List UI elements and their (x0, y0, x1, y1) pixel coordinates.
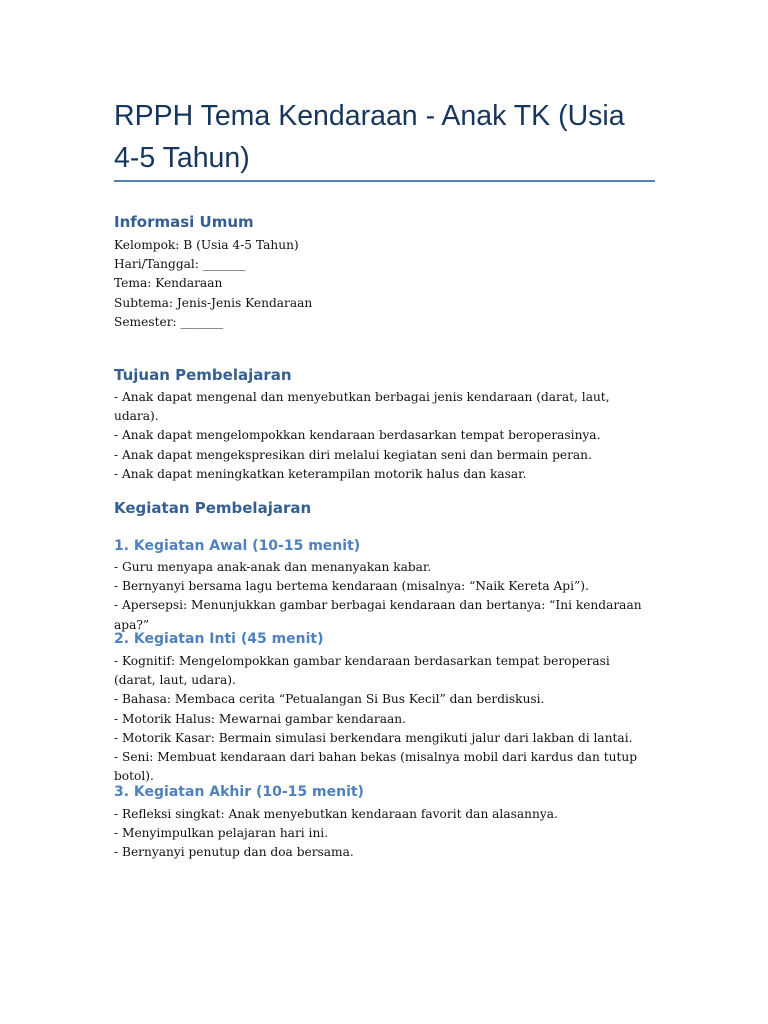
kegiatan-awal-list (114, 558, 655, 635)
section-heading: Tujuan Pembelajaran (114, 366, 292, 384)
title-divider (114, 180, 655, 182)
document-title: RPPH Tema Kendaraan - Anak TK (Usia 4-5 Tahun) (114, 100, 625, 174)
kegiatan-line: - Seni: Membuat kendaraan dari bahan bekas (misalnya mobil dari kardus dan tutup botol). (114, 750, 638, 784)
section-kegiatan-pembelajaran (114, 498, 655, 518)
kegiatan-line: - Bernyanyi penutup dan doa bersama. (114, 845, 354, 860)
tujuan-line: - Anak dapat mengelompokkan kendaraan berdasarkan tempat beroperasinya. (114, 428, 601, 443)
tujuan-line: - Anak dapat mengekspresikan diri melalui kegiatan seni dan bermain peran. (114, 447, 592, 462)
kegiatan-line: - Kognitif: Mengelompokkan gambar kendaraan berdasarkan tempat beroperasi (darat, laut, udara). (114, 654, 610, 688)
kegiatan-line: - Menyimpulkan pelajaran hari ini. (114, 826, 329, 841)
kegiatan-akhir-list (114, 805, 655, 863)
section-informasi-umum (114, 212, 655, 332)
subsection-heading: 2. Kegiatan Inti (45 menit) (114, 631, 324, 647)
section-tujuan-pembelajaran (114, 365, 655, 484)
info-line: Hari/Tanggal: _______ (114, 257, 246, 272)
kegiatan-line: - Apersepsi: Menunjukkan gambar berbagai kendaraan dan bertanya: “Ini kendaraan apa?” (114, 598, 642, 632)
tujuan-line: - Anak dapat meningkatkan keterampilan motorik halus dan kasar. (114, 466, 527, 481)
kegiatan-line: - Motorik Kasar: Bermain simulasi berkendara mengikuti jalur dari lakban di lantai. (114, 730, 633, 745)
tujuan-line: - Anak dapat mengenal dan menyebutkan berbagai jenis kendaraan (darat, laut, udara). (114, 390, 610, 424)
kegiatan-line: - Bahasa: Membaca cerita “Petualangan Si Bus Kecil” dan berdiskusi. (114, 692, 545, 707)
kegiatan-line: - Motorik Halus: Mewarnai gambar kendaraan. (114, 711, 406, 726)
info-line: Kelompok: B (Usia 4-5 Tahun) (114, 238, 299, 252)
subsection-kegiatan-inti (114, 629, 655, 786)
kegiatan-line: - Bernyanyi bersama lagu bertema kendaraan (misalnya: “Naik Kereta Api”). (114, 579, 589, 594)
kegiatan-inti-list (114, 652, 655, 786)
subsection-heading: 3. Kegiatan Akhir (10-15 menit) (114, 784, 364, 800)
subsection-kegiatan-awal (114, 536, 655, 635)
kegiatan-line: - Guru menyapa anak-anak dan menanyakan kabar. (114, 560, 432, 574)
info-line: Semester: _______ (114, 314, 224, 329)
section-heading: Informasi Umum (114, 213, 254, 231)
subsection-heading: 1. Kegiatan Awal (10-15 menit) (114, 538, 361, 554)
tujuan-list (114, 388, 655, 484)
info-line: Subtema: Jenis-Jenis Kendaraan (114, 295, 313, 310)
subsection-kegiatan-akhir (114, 782, 655, 863)
info-line: Tema: Kendaraan (114, 276, 223, 291)
section-heading: Kegiatan Pembelajaran (114, 499, 312, 517)
info-list (114, 236, 655, 332)
kegiatan-line: - Refleksi singkat: Anak menyebutkan kendaraan favorit dan alasannya. (114, 807, 558, 821)
